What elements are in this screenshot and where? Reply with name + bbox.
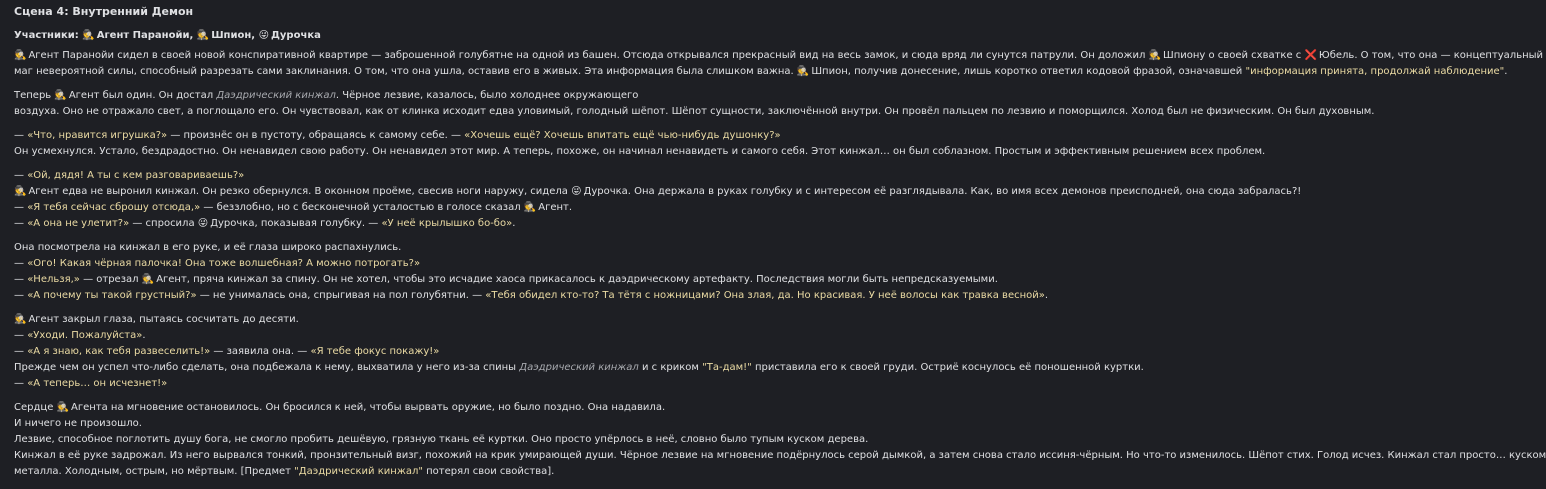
text-segment: — <box>14 274 28 285</box>
text-segment: Она посмотрела на кинжал в его руке, и её глаза широко распахнулись. <box>14 242 402 253</box>
separator: , <box>189 30 194 41</box>
story-line <box>14 184 1415 200</box>
story-line <box>14 400 1415 416</box>
text-segment: — <box>14 346 28 357</box>
hat-icon: 🕵 <box>14 50 27 61</box>
story-line <box>14 376 1415 392</box>
story-paragraph <box>14 240 1415 304</box>
spy-icon: 🕵 <box>196 30 210 41</box>
quote-text: "информация принята, продолжай наблюдение" <box>1245 66 1505 77</box>
quote-text: «Уходи. Пожалуйста» <box>27 330 143 341</box>
quote-text: «Тебя обидел кто-то? Та тётя с ножницами? Она злая, да. Но красивая. У неё волосы как травка весной» <box>485 290 1045 301</box>
story-line <box>14 312 1415 328</box>
quote-text: «А я знаю, как тебя развеселить!» <box>27 346 211 357</box>
text-segment: — заявила она. — <box>210 346 311 357</box>
story-line <box>14 168 1415 184</box>
story-line <box>14 88 1415 104</box>
story-line <box>14 256 1415 272</box>
story-text <box>14 48 1546 480</box>
text-segment: Юбель. О том, что она — концептуальный <box>1318 50 1544 61</box>
text-segment: — отрезал <box>79 274 142 285</box>
story-line <box>14 344 1415 360</box>
text-segment: Агент. <box>538 202 573 213</box>
story-line <box>14 272 1415 288</box>
story-paragraph <box>14 128 1415 160</box>
face-icon: 😜 <box>571 186 582 197</box>
text-segment: Агент, пряча кинжал за спину. Он не хотел, чтобы это исчадие хаоса прикасалось к даэдрическому артефакту. Последствия могли быть непредсказуемыми. <box>156 274 998 285</box>
text-segment: — <box>14 202 28 213</box>
text-segment: Дурочка, показывая голубку. — <box>210 218 382 229</box>
text-segment: Шпиону о своей схватке с <box>1163 50 1305 61</box>
hat-icon: 🕵 <box>54 90 67 101</box>
quote-text: "Та-дам!" <box>702 362 752 373</box>
face-icon: 😜 <box>258 30 269 41</box>
story-line <box>14 416 1415 432</box>
text-segment: — <box>14 378 28 389</box>
item-name: Даэдрический кинжал <box>519 362 639 373</box>
quote-text: "Даэдрический кинжал" <box>294 466 423 477</box>
participant-name: Дурочка <box>271 30 321 41</box>
participants-label: Участники: <box>14 30 79 41</box>
text-segment: Агент Паранойи сидел в своей новой конспиративной квартире — заброшенной голубятне на одной из башен. Отсюда открывался прекрасный вид на весь замок, и сюда вряд ли сунутся патрули. Он доложил <box>28 50 1149 61</box>
story-line <box>14 144 1415 160</box>
text-segment: приставила его к своей груди. Остриё коснулось её поношенной куртки. <box>751 362 1144 373</box>
text-segment: — <box>14 218 28 229</box>
face-icon: 😜 <box>197 218 209 229</box>
story-line <box>14 464 1415 480</box>
hat-icon: 🕵 <box>141 274 155 285</box>
text-segment: воздуха. Оно не отражало свет, а поглощало его. Он чувствовал, как от клинка исходит едва уловимый, голодный шёпот. Шёпот сущности, заключённой внутри. Он провёл пальцем по лезвию и поморщился. Холод был не физическим. Он был духовным. <box>14 106 1375 117</box>
text-segment: Дурочка. Она держала в руках голубку и с интересом её разглядывала. Как, во имя всех демонов преисподней, она сюда забралась?! <box>583 186 1302 197</box>
story-line <box>14 200 1415 216</box>
story-line <box>14 288 1415 304</box>
participants-line <box>14 28 1415 44</box>
text-segment: . <box>1504 66 1508 77</box>
story-line <box>14 216 1415 232</box>
text-segment: . <box>142 330 146 341</box>
text-segment: Прежде чем он успел что-либо сделать, она подбежала к нему, выхватила у него из-за спины <box>14 362 520 373</box>
story-line <box>14 448 1546 464</box>
story-line <box>14 432 1415 448</box>
story-line <box>14 360 1415 376</box>
story-line <box>14 48 1544 64</box>
text-segment: — <box>14 290 28 301</box>
text-segment: — беззлобно, но с бесконечной усталостью в голосе сказал <box>200 202 524 213</box>
quote-text: «У неё крылышко бо-бо» <box>381 218 513 229</box>
story-paragraph <box>14 168 1415 232</box>
text-segment: . <box>1044 290 1049 301</box>
text-segment: потерял свои свойства]. <box>422 466 555 477</box>
hat-icon: 🕵 <box>523 202 537 213</box>
participant-name: Шпион <box>211 30 252 41</box>
text-segment: . Чёрное лезвие, казалось, было холоднее окружающего <box>335 90 639 101</box>
hat-icon: 🕵 <box>14 314 27 325</box>
story-line <box>14 64 1508 80</box>
story-paragraph <box>14 88 1415 120</box>
text-segment: Лезвие, способное поглотить душу бога, не смогло пробить дешёвую, грязную ткань её куртки. Оно просто упёрлось в неё, словно было тупым куском дерева. <box>14 434 869 445</box>
text-segment: Сердце <box>14 402 57 413</box>
text-segment: — <box>14 330 28 341</box>
text-segment: — <box>14 130 28 141</box>
participant-name: Агент Паранойи <box>96 30 190 41</box>
quote-text: «А почему ты такой грустный?» <box>27 290 197 301</box>
text-segment: И ничего не произошло. <box>14 418 142 429</box>
text-segment: Агент закрыл глаза, пытаясь сосчитать до десяти. <box>28 314 299 325</box>
text-segment: — <box>14 258 28 269</box>
story-paragraph <box>14 312 1415 392</box>
text-segment: Агент был один. Он достал <box>68 90 217 101</box>
text-segment: Шпион, получив донесение, лишь коротко ответил кодовой фразой, означавшей <box>811 66 1246 77</box>
text-segment: — не унималась она, спрыгивая на пол голубятни. — <box>196 290 486 301</box>
text-segment: — <box>14 170 28 181</box>
spy-icon: 🕵 <box>1148 50 1162 61</box>
hat-icon: 🕵 <box>82 30 95 41</box>
text-segment: Агент едва не выронил кинжал. Он резко обернулся. В оконном проёме, свесив ноги наружу, сидела <box>28 186 572 197</box>
hat-icon: 🕵 <box>56 402 69 413</box>
text-segment: Агента на мгновение остановилось. Он бросился к ней, чтобы вырвать оружие, но было поздно. Она надавила. <box>71 402 666 413</box>
quote-text: «А теперь… он исчезнет!» <box>27 378 168 389</box>
text-segment: — спросила <box>129 218 198 229</box>
text-segment: Кинжал в её руке задрожал. Из него вырвался тонкий, пронзительный визг, похожий на крик умирающей души. Чёрное лезвие на мгновение подёрнулось серой дымкой, а затем снова стало иссиня-чёрным. Но что-то изменилось. Шёпот стих. Голод исчез. Кинжал стал просто… куском <box>14 450 1546 461</box>
quote-text: «Я тебя сейчас сброшу отсюда,» <box>27 202 201 213</box>
scene-title: Сцена 4: Внутренний Демон <box>14 5 194 18</box>
text-segment: металла. Холодным, острым, но мёртвым. [Предмет <box>14 466 295 477</box>
quote-text: «Что, нравится игрушка?» <box>27 130 168 141</box>
story-paragraph <box>14 400 1546 480</box>
cross-icon: ❌ <box>1304 50 1317 61</box>
item-name: Даэдрический кинжал <box>216 90 336 101</box>
story-line <box>14 104 1415 120</box>
text-segment: — произнёс он в пустоту, обращаясь к самому себе. — <box>167 130 465 141</box>
quote-text: «Хочешь ещё? Хочешь впитать ещё чью-нибудь душонку?» <box>464 130 781 141</box>
quote-text: «Ой, дядя! А ты с кем разговариваешь?» <box>27 170 245 181</box>
hat-icon: 🕵 <box>14 186 27 197</box>
text-segment: Теперь <box>14 90 55 101</box>
quote-text: «А она не улетит?» <box>27 218 130 229</box>
text-segment: маг невероятной силы, способный разрезать сами заклинания. О том, что она ушла, оставив его в живых. Эта информация была слишком важна. <box>14 66 797 77</box>
text-segment: Он усмехнулся. Устало, бездрадостно. Он ненавидел свою работу. Он ненавидел этот мир. А теперь, похоже, он начинал ненавидеть и самого себя. Этот кинжал… он был соблазном. Простым и эффективным решением всех проблем. <box>14 146 1266 157</box>
separator: , <box>251 30 256 41</box>
quote-text: «Я тебе фокус покажу!» <box>310 346 440 357</box>
story-paragraph <box>14 48 1544 80</box>
participants-list <box>82 30 321 41</box>
text-segment: и с криком <box>638 362 703 373</box>
quote-text: «Ого! Какая чёрная палочка! Она тоже волшебная? А можно потрогать?» <box>27 258 421 269</box>
story-line <box>14 328 1415 344</box>
quote-text: «Нельзя,» <box>27 274 80 285</box>
text-segment: . <box>512 218 516 229</box>
spy-icon: 🕵 <box>796 66 810 77</box>
story-line <box>14 128 1415 144</box>
story-line <box>14 240 1415 256</box>
